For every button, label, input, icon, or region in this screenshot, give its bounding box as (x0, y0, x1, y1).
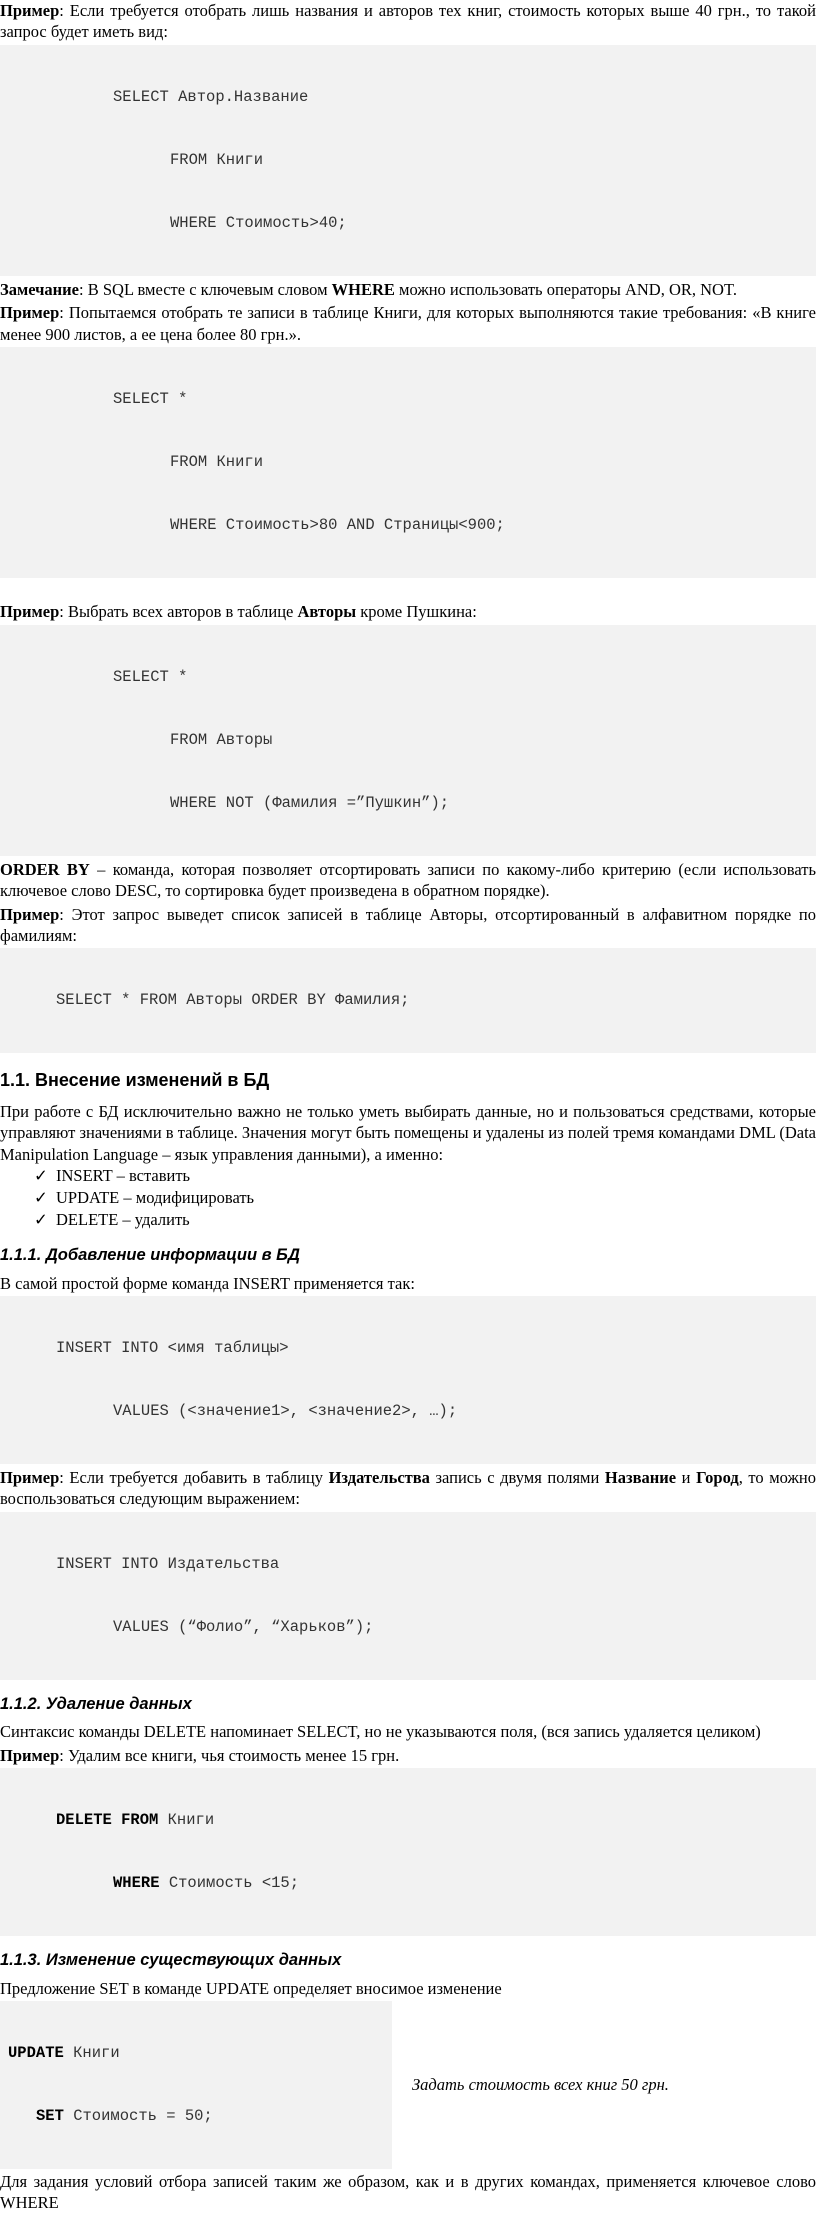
code-line: SELECT Автор.Название (113, 87, 309, 106)
section-1-1-1-text: В самой простой форме команда INSERT применяется так: (0, 1273, 415, 1293)
order-by-label: ORDER BY (0, 859, 90, 879)
example-label: Пример (0, 1, 60, 20)
code-block-3 (0, 625, 816, 856)
delete-example-paragraph: Пример: Удалим все книги, чья стоимость менее 15 грн. (0, 1745, 400, 1765)
code-line: DELETE FROM Книги (56, 1811, 215, 1830)
list-item: ✓ UPDATE – модифицировать (34, 1188, 255, 1208)
dml-command-list (0, 1165, 816, 1231)
code-line: SELECT * FROM Авторы ORDER BY Фамилия; (56, 991, 410, 1010)
code-block-1 (0, 45, 816, 276)
code-line: VALUES (“Фолио”, “Харьков”); (113, 1617, 374, 1636)
example-2-paragraph: Пример: Попытаемся отобрать те записи в таблице Книги, для которых выполняются такие требования: «В книге менее 900 листов, а ее цена более 80 грн.». (0, 303, 816, 344)
code-line: SET Стоимость = 50; (36, 2107, 213, 2126)
code-line: UPDATE Книги (8, 2044, 120, 2063)
update-note: Задать стоимость всех книг 50 грн. (412, 2075, 669, 2095)
code-block-delete (0, 1768, 816, 1936)
section-1-1-3-text: Предложение SET в команде UPDATE определяет вносимое изменение (0, 1978, 502, 1998)
example-3-paragraph: Пример: Выбрать всех авторов в таблице Авторы кроме Пушкина: (0, 602, 477, 622)
code-block-4 (0, 948, 816, 1053)
section-1-1-2-heading: 1.1.2. Удаление данных (0, 1694, 192, 1713)
section-1-1-3-heading: 1.1.3. Изменение существующих данных (0, 1951, 342, 1970)
example-1-paragraph: Пример: Если требуется отобрать лишь названия и авторов тех книг, стоимость которых выше 40 грн., то такой запрос будет иметь вид: (0, 1, 816, 42)
code-line: SELECT * (113, 390, 188, 409)
order-by-paragraph: ORDER BY – команда, которая позволяет отсортировать записи по какому-либо критерию (если использовать ключевое слово DESC, то сортировка будет произведена в обратном порядке). (0, 859, 816, 901)
example-label: Пример (0, 904, 60, 924)
code-line: WHERE Стоимость>80 AND Страницы<900; (170, 516, 505, 535)
code-line: FROM Авторы (170, 730, 273, 749)
example-label: Пример (0, 1467, 60, 1487)
code-block-2 (0, 347, 816, 578)
insert-example-paragraph: Пример: Если требуется добавить в таблицу Издательства запись с двумя полями Название и Город, то можно воспользоваться следующим выражением: (0, 1467, 816, 1509)
code-line: WHERE NOT (Фамилия =”Пушкин”); (170, 793, 450, 812)
spacer (0, 581, 816, 601)
code-line: INSERT INTO <имя таблицы> (56, 1338, 289, 1357)
code-block-update (0, 2001, 392, 2169)
example-4-paragraph: Пример: Этот запрос выведет список записей в таблице Авторы, отсортированный в алфавитном порядке по фамилиям: (0, 904, 816, 945)
remark-label: Замечание (0, 279, 80, 299)
list-item: ✓ DELETE – удалить (34, 1210, 190, 1230)
checkmark-icon: ✓ (34, 1210, 48, 1230)
section-1-1-2-text: Синтаксис команды DELETE напоминает SELECT, но не указываются поля, (вся запись удаляется целиком) (0, 1722, 761, 1742)
code-line: SELECT * (113, 667, 188, 686)
checkmark-icon: ✓ (34, 1188, 48, 1208)
code-line: WHERE Стоимость>40; (170, 213, 347, 232)
example-label: Пример (0, 1745, 60, 1765)
code-line: INSERT INTO Издательства (56, 1554, 280, 1573)
code-block-insert-example (0, 1512, 816, 1680)
code-line: WHERE Стоимость <15; (113, 1874, 300, 1893)
list-item: ✓ INSERT – вставить (34, 1166, 191, 1186)
remark-paragraph: Замечание: В SQL вместе с ключевым словом WHERE можно использовать операторы AND, OR, NOT. (0, 279, 737, 299)
section-1-1-1-heading: 1.1.1. Добавление информации в БД (0, 1246, 300, 1265)
example-label: Пример (0, 303, 60, 323)
checkmark-icon: ✓ (34, 1166, 48, 1186)
code-line: FROM Книги (170, 150, 264, 169)
code-line: FROM Книги (170, 453, 264, 472)
section-1-1-heading: 1.1. Внесение изменений в БД (0, 1070, 270, 1091)
update-example (0, 2001, 816, 2169)
section-1-1-3-after-text: Для задания условий отбора записей таким же образом, как и в других командах, применяется ключевое слово WHERE (0, 2172, 816, 2213)
section-1-1-text: При работе с БД исключительно важно не только уметь выбирать данные, но и пользоваться средствами, которые управляют значениями в таблице. Значения могут быть помещены и удалены из полей тремя командами DML (Data Manipulation Language – язык управления данными), а именно: (0, 1101, 816, 1164)
code-line: VALUES (<значение1>, <значение2>, …); (113, 1401, 458, 1420)
code-block-insert-syntax (0, 1296, 816, 1464)
example-label: Пример (0, 602, 60, 622)
